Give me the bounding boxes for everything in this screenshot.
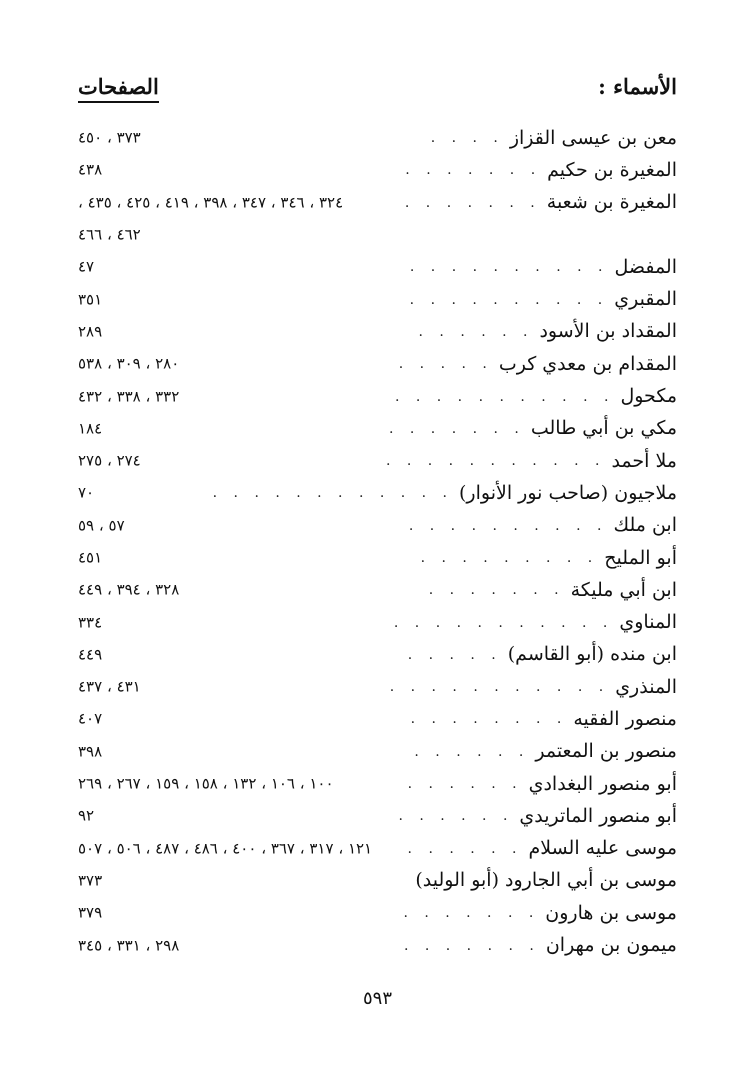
leader-dots: . . . . . [407, 647, 502, 662]
entry-name: مكي بن أبي طالب [530, 417, 677, 440]
leader-dots: . . . . . . . [403, 906, 540, 921]
index-entry [78, 574, 677, 606]
index-entry [78, 413, 677, 445]
leader-dots: . . . . . [398, 357, 493, 372]
entry-pages: ٣٩٨ [78, 742, 103, 761]
entry-name: ابن أبي مليكة [570, 578, 677, 601]
leader-dots: . . . . [430, 131, 504, 146]
index-entry [78, 187, 677, 219]
leader-dots: . . . . . . . . . . [409, 292, 609, 307]
entry-name: أبو منصور البغدادي [528, 772, 677, 795]
entry-pages: ٢٨٩ [78, 322, 103, 341]
leader-dots: . . . . . . [418, 324, 534, 339]
leader-dots: . . . . . . [414, 744, 530, 759]
entry-pages: ٣٢٤ ، ٣٤٦ ، ٣٤٧ ، ٣٩٨ ، ٤١٩ ، ٤٢٥ ، ٤٣٥ ، [78, 193, 344, 212]
entry-name: المنذري [615, 675, 677, 698]
entry-pages: ٢٧٤ ، ٢٧٥ [78, 451, 141, 470]
entry-pages: ٥٧ ، ٥٩ [78, 516, 125, 535]
entry-name: ملا أحمد [611, 449, 677, 472]
leader-dots: . . . . . . . . . . . . [212, 486, 454, 501]
entry-pages: ٣٣٤ [78, 613, 103, 632]
index-entry [78, 606, 677, 638]
entry-name: المقدام بن معدي كرب [498, 352, 677, 375]
index-entry [78, 445, 677, 477]
index-entry [78, 800, 677, 832]
entry-pages: ٤٤٩ [78, 645, 103, 664]
index-entry [78, 865, 677, 897]
entry-name: المفضل [614, 255, 677, 278]
entry-pages: ٧٠ [78, 483, 95, 502]
leader-dots: . . . . . . . . . . . [385, 454, 606, 469]
entry-pages: ٣٧٣ [78, 871, 103, 890]
index-entry [78, 283, 677, 315]
entry-pages: ٣٢٨ ، ٣٩٤ ، ٤٤٩ [78, 580, 180, 599]
index-entry [78, 122, 677, 154]
entry-pages: ٤٣١ ، ٤٣٧ [78, 677, 141, 696]
entry-pages: ٢٨٠ ، ٣٠٩ ، ٥٣٨ [78, 354, 180, 373]
entry-name: ابن ملك [613, 514, 677, 537]
entry-name: ابن منده (أبو القاسم) [507, 643, 677, 666]
index-entry [78, 671, 677, 703]
entry-pages: ١٠٠ ، ١٠٦ ، ١٣٢ ، ١٥٨ ، ١٥٩ ، ٢٦٧ ، ٢٦٩ [78, 774, 334, 793]
leader-dots: . . . . . . . [405, 163, 542, 178]
leader-dots: . . . . . . . . . . [408, 518, 608, 533]
index-header [78, 74, 677, 108]
entry-name: ميمون بن مهران [545, 934, 677, 957]
page-number: ٥٩٣ [362, 988, 392, 1009]
leader-dots: . . . . . . . [389, 421, 525, 436]
entry-pages: ٤٧ [78, 257, 95, 276]
index-entry [78, 316, 677, 348]
entry-name: المقداد بن الأسود [539, 320, 677, 343]
entry-name: ملاجيون (صاحب نور الأنوار) [459, 481, 677, 504]
entry-pages: ١٨٤ [78, 419, 103, 438]
leader-dots: . . . . . . . . . . . [394, 389, 615, 404]
index-entry [78, 639, 677, 671]
index-entry [78, 897, 677, 929]
index-entry [78, 477, 677, 509]
index-entry [78, 154, 677, 186]
index-entry [78, 510, 677, 542]
pages-column-title: الصفحات [78, 74, 159, 103]
index-entry [78, 380, 677, 412]
entry-pages: ١٢١ ، ٣١٧ ، ٣٦٧ ، ٤٠٠ ، ٤٨٦ ، ٤٨٧ ، ٥٠٦ ، ٥٠٧ [78, 839, 373, 858]
index-entry [78, 219, 677, 251]
leader-dots: . . . . . . [407, 841, 523, 856]
index-entry [78, 542, 677, 574]
leader-dots: . . . . . . . . . [420, 551, 599, 565]
leader-dots: . . . . . . [398, 809, 514, 824]
entry-name: مكحول [620, 385, 677, 408]
leader-dots: . . . . . . . . . . . [393, 615, 614, 630]
leader-dots: . . . . . . . [428, 583, 565, 598]
leader-dots: . . . . . . [407, 777, 523, 792]
entry-pages: ٤٥١ [78, 548, 103, 567]
leader-dots: . . . . . . . [403, 938, 540, 953]
entry-name: المناوي [619, 611, 677, 634]
entry-pages: ٣٧٩ [78, 903, 103, 922]
index-entry [78, 768, 677, 800]
entry-name: موسى بن أبي الجارود (أبو الوليد) [415, 869, 677, 892]
leader-dots: . . . . . . . . [410, 712, 568, 727]
entry-pages: ٣٥١ [78, 290, 103, 309]
entry-pages: ٢٩٨ ، ٣٣١ ، ٣٤٥ [78, 936, 180, 955]
entry-name: أبو منصور الماتريدي [519, 804, 677, 827]
entry-name: المقبري [614, 288, 677, 311]
entry-pages: ٣٣٢ ، ٣٣٨ ، ٤٣٢ [78, 387, 180, 406]
entry-name: موسى بن هارون [545, 901, 677, 924]
entry-pages: ٤٠٧ [78, 709, 103, 728]
index-entry [78, 929, 677, 961]
index-entry [78, 251, 677, 283]
entry-pages: ٤٦٢ ، ٤٦٦ [78, 225, 141, 244]
entry-name: المغيرة بن شعبة [546, 191, 677, 214]
names-column-title: الأسماء : [598, 74, 677, 99]
entry-name: موسى عليه السلام [528, 837, 677, 860]
entry-name: معن بن عيسى القزاز [509, 126, 677, 149]
entry-pages: ٣٧٣ ، ٤٥٠ [78, 128, 141, 147]
entry-name: أبو المليح [604, 546, 677, 569]
entry-name: منصور الفقيه [573, 707, 677, 730]
leader-dots: . . . . . . . . . . . [389, 680, 610, 695]
index-entry [78, 833, 677, 865]
entry-name: منصور بن المعتمر [535, 740, 677, 763]
leader-dots: . . . . . . . [404, 195, 541, 210]
entry-pages: ٤٣٨ [78, 160, 103, 179]
index-entries [78, 122, 677, 962]
entry-name: المغيرة بن حكيم [547, 158, 677, 181]
index-entry [78, 703, 677, 735]
index-entry [78, 736, 677, 768]
leader-dots: . . . . . . . . . . [409, 260, 609, 275]
index-entry [78, 348, 677, 380]
entry-pages: ٩٢ [78, 806, 95, 825]
